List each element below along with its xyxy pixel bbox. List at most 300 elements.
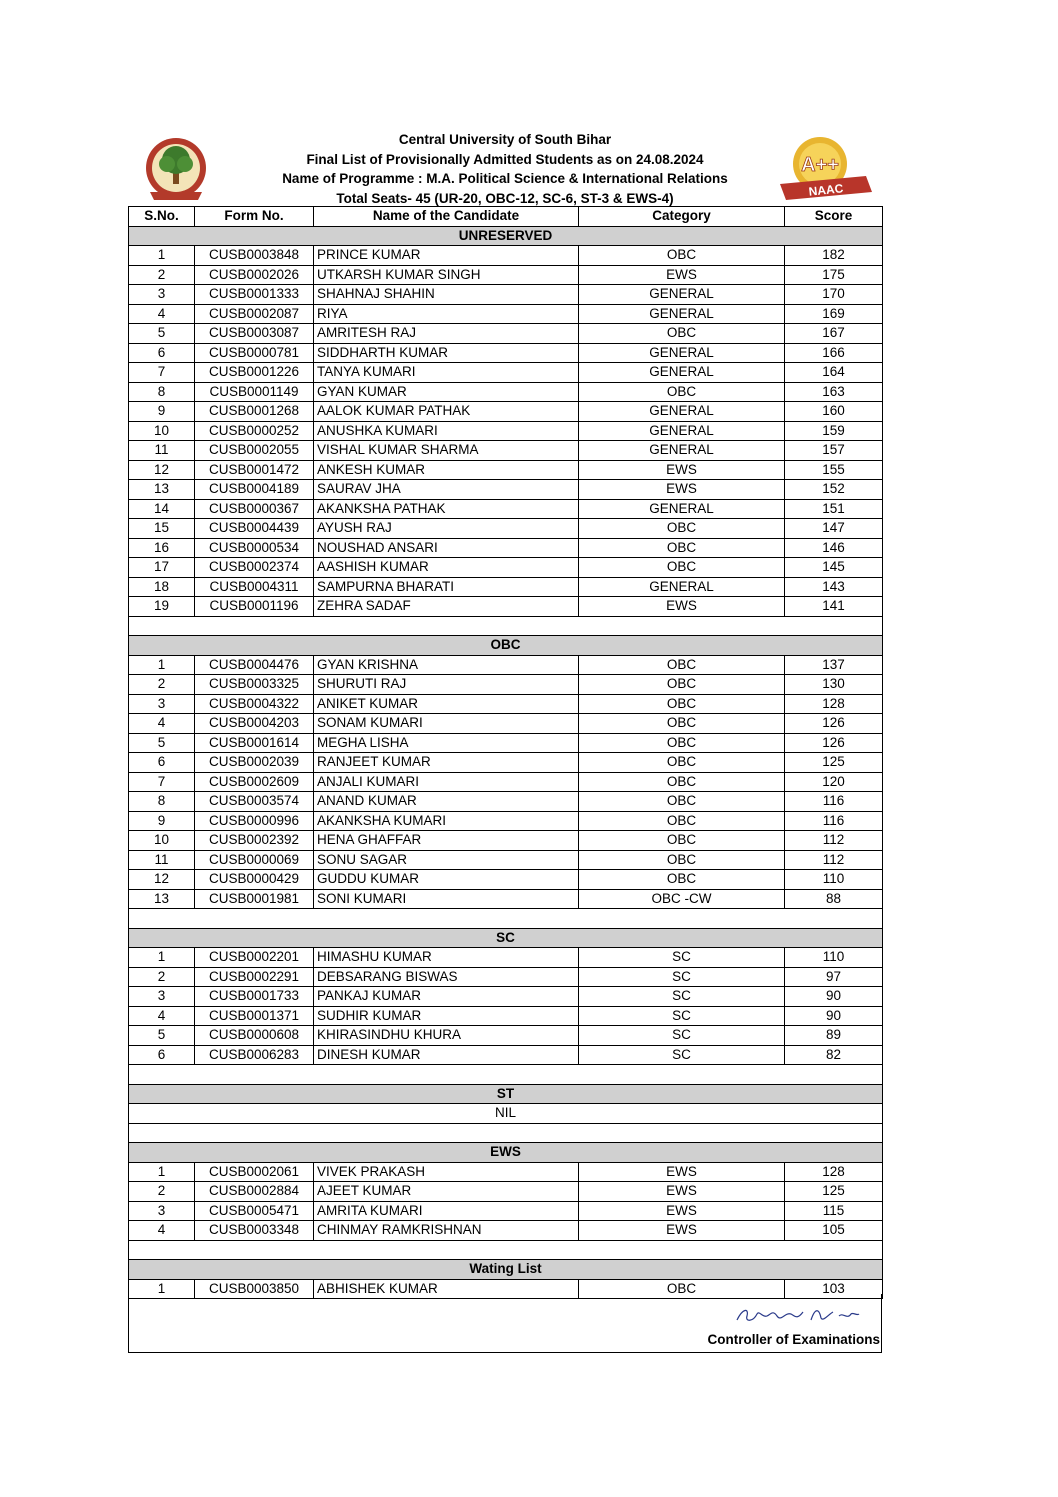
row-name: SUDHIR KUMAR [314,1006,579,1026]
row-sno: 13 [129,480,195,500]
row-score: 130 [785,675,883,695]
table-row [129,948,883,968]
row-name: NOUSHAD ANSARI [314,538,579,558]
col-sno: S.No. [129,207,195,227]
row-category: OBC [579,772,785,792]
row-form-no: CUSB0002392 [195,831,314,851]
row-category: SC [579,987,785,1007]
row-score: 110 [785,870,883,890]
table-row [129,441,883,461]
row-name: PRINCE KUMAR [314,246,579,266]
row-name: ANAND KUMAR [314,792,579,812]
row-category: EWS [579,1162,785,1182]
row-sno: 4 [129,714,195,734]
row-score: 128 [785,1162,883,1182]
row-score: 163 [785,382,883,402]
row-score: 143 [785,577,883,597]
table-row [129,655,883,675]
row-name: SAMPURNA BHARATI [314,577,579,597]
row-name: AMRITESH RAJ [314,324,579,344]
spacer-cell [129,909,883,929]
spacer-cell [129,616,883,636]
table-row [129,1201,883,1221]
row-form-no: CUSB0002609 [195,772,314,792]
signature-block [128,1294,882,1353]
spacer-row [129,1240,883,1260]
university-logo-icon [140,136,212,204]
row-name: PANKAJ KUMAR [314,987,579,1007]
row-form-no: CUSB0001196 [195,597,314,617]
table-row [129,304,883,324]
row-name: ABHISHEK KUMAR [314,1279,579,1299]
controller-designation: Controller of Examinations [707,1332,880,1347]
signature-image [733,1302,863,1328]
row-form-no: CUSB0004203 [195,714,314,734]
row-score: 126 [785,733,883,753]
section-title: Wating List [129,1260,883,1280]
row-sno: 5 [129,733,195,753]
table-row [129,382,883,402]
row-score: 112 [785,850,883,870]
row-category: OBC [579,1279,785,1299]
table-row [129,285,883,305]
row-form-no: CUSB0004322 [195,694,314,714]
row-category: OBC -CW [579,889,785,909]
row-category: GENERAL [579,285,785,305]
row-score: 88 [785,889,883,909]
row-score: 105 [785,1221,883,1241]
row-score: 110 [785,948,883,968]
row-category: GENERAL [579,363,785,383]
row-category: OBC [579,558,785,578]
row-form-no: CUSB0002087 [195,304,314,324]
spacer-row [129,616,883,636]
row-form-no: CUSB0000996 [195,811,314,831]
row-sno: 1 [129,1279,195,1299]
row-sno: 19 [129,597,195,617]
row-category: SC [579,1026,785,1046]
row-sno: 11 [129,441,195,461]
row-sno: 5 [129,324,195,344]
section-title: EWS [129,1143,883,1163]
row-sno: 2 [129,967,195,987]
row-form-no: CUSB0002884 [195,1182,314,1202]
table-row [129,460,883,480]
table-row [129,714,883,734]
row-name: AMRITA KUMARI [314,1201,579,1221]
col-score: Score [785,207,883,227]
row-sno: 1 [129,1162,195,1182]
row-name: GYAN KRISHNA [314,655,579,675]
row-score: 182 [785,246,883,266]
table-row [129,324,883,344]
row-name: AASHISH KUMAR [314,558,579,578]
row-category: GENERAL [579,577,785,597]
row-score: 116 [785,811,883,831]
row-name: HENA GHAFFAR [314,831,579,851]
row-form-no: CUSB0001333 [195,285,314,305]
table-row [129,343,883,363]
row-score: 97 [785,967,883,987]
row-sno: 18 [129,577,195,597]
row-form-no: CUSB0002201 [195,948,314,968]
table-row [129,850,883,870]
table-row [129,1182,883,1202]
row-name: GYAN KUMAR [314,382,579,402]
row-category: OBC [579,792,785,812]
row-name: ANJALI KUMARI [314,772,579,792]
row-category: EWS [579,265,785,285]
spacer-cell [129,1240,883,1260]
row-score: 164 [785,363,883,383]
row-form-no: CUSB0001149 [195,382,314,402]
table-row [129,363,883,383]
section-header-row [129,226,883,246]
row-form-no: CUSB0000534 [195,538,314,558]
row-name: UTKARSH KUMAR SINGH [314,265,579,285]
row-name: AKANKSHA KUMARI [314,811,579,831]
row-category: OBC [579,382,785,402]
row-sno: 3 [129,987,195,1007]
nil-row [129,1104,883,1124]
document-header [128,130,882,206]
row-form-no: CUSB0006283 [195,1045,314,1065]
row-score: 151 [785,499,883,519]
row-sno: 4 [129,1221,195,1241]
row-name: HIMASHU KUMAR [314,948,579,968]
row-score: 141 [785,597,883,617]
section-title: OBC [129,636,883,656]
section-header-row [129,1143,883,1163]
table-row [129,421,883,441]
row-form-no: CUSB0003087 [195,324,314,344]
row-score: 169 [785,304,883,324]
row-category: GENERAL [579,421,785,441]
row-category: GENERAL [579,343,785,363]
row-category: OBC [579,753,785,773]
table-row [129,733,883,753]
row-name: VIVEK PRAKASH [314,1162,579,1182]
row-score: 89 [785,1026,883,1046]
row-form-no: CUSB0003850 [195,1279,314,1299]
table-row [129,1045,883,1065]
section-header-row [129,928,883,948]
row-score: 155 [785,460,883,480]
row-score: 166 [785,343,883,363]
row-form-no: CUSB0001733 [195,987,314,1007]
row-category: OBC [579,714,785,734]
row-name: AKANKSHA PATHAK [314,499,579,519]
row-score: 120 [785,772,883,792]
row-sno: 7 [129,772,195,792]
row-form-no: CUSB0004189 [195,480,314,500]
row-category: OBC [579,811,785,831]
row-name: RANJEET KUMAR [314,753,579,773]
row-score: 112 [785,831,883,851]
row-form-no: CUSB0003574 [195,792,314,812]
row-name: RIYA [314,304,579,324]
row-score: 160 [785,402,883,422]
row-name: SONAM KUMARI [314,714,579,734]
spacer-cell [129,1065,883,1085]
row-category: EWS [579,597,785,617]
row-name: SHAHNAJ SHAHIN [314,285,579,305]
row-category: EWS [579,1201,785,1221]
table-row [129,597,883,617]
table-row [129,402,883,422]
row-sno: 16 [129,538,195,558]
table-row [129,265,883,285]
row-form-no: CUSB0000252 [195,421,314,441]
naac-grade: A++ [801,154,839,176]
section-header-row [129,1260,883,1280]
row-category: EWS [579,460,785,480]
row-sno: 4 [129,1006,195,1026]
row-form-no: CUSB0000429 [195,870,314,890]
row-name: ANIKET KUMAR [314,694,579,714]
naac-label: NAAC [808,181,844,199]
row-sno: 3 [129,694,195,714]
row-category: OBC [579,831,785,851]
row-name: DINESH KUMAR [314,1045,579,1065]
table-row [129,831,883,851]
row-name: ZEHRA SADAF [314,597,579,617]
row-form-no: CUSB0001371 [195,1006,314,1026]
row-form-no: CUSB0002026 [195,265,314,285]
row-category: GENERAL [579,402,785,422]
row-score: 152 [785,480,883,500]
row-category: OBC [579,324,785,344]
row-score: 82 [785,1045,883,1065]
row-form-no: CUSB0001472 [195,460,314,480]
row-sno: 12 [129,460,195,480]
row-sno: 9 [129,811,195,831]
table-row [129,519,883,539]
row-name: TANYA KUMARI [314,363,579,383]
table-row [129,694,883,714]
row-sno: 1 [129,655,195,675]
table-header-row [129,207,883,227]
row-sno: 14 [129,499,195,519]
col-name: Name of the Candidate [314,207,579,227]
col-form-no: Form No. [195,207,314,227]
row-name: ANUSHKA KUMARI [314,421,579,441]
row-score: 167 [785,324,883,344]
row-name: SAURAV JHA [314,480,579,500]
row-sno: 2 [129,675,195,695]
row-form-no: CUSB0000069 [195,850,314,870]
row-sno: 6 [129,753,195,773]
section-title: ST [129,1084,883,1104]
table-row [129,753,883,773]
table-row [129,538,883,558]
row-score: 90 [785,987,883,1007]
row-score: 90 [785,1006,883,1026]
spacer-row [129,909,883,929]
row-name: GUDDU KUMAR [314,870,579,890]
row-sno: 3 [129,1201,195,1221]
row-category: SC [579,1045,785,1065]
table-row [129,1026,883,1046]
row-sno: 5 [129,1026,195,1046]
row-name: DEBSARANG BISWAS [314,967,579,987]
table-row [129,1221,883,1241]
row-score: 115 [785,1201,883,1221]
row-sno: 11 [129,850,195,870]
row-score: 170 [785,285,883,305]
row-form-no: CUSB0001981 [195,889,314,909]
row-form-no: CUSB0000608 [195,1026,314,1046]
row-sno: 4 [129,304,195,324]
table-body [129,226,883,1299]
row-name: SONU SAGAR [314,850,579,870]
naac-logo-icon [774,134,874,206]
section-title: SC [129,928,883,948]
table-row [129,1006,883,1026]
row-score: 175 [785,265,883,285]
row-name: AALOK KUMAR PATHAK [314,402,579,422]
table-row [129,480,883,500]
row-score: 128 [785,694,883,714]
row-form-no: CUSB0003848 [195,246,314,266]
row-score: 159 [785,421,883,441]
row-category: EWS [579,1221,785,1241]
row-category: OBC [579,655,785,675]
table-row [129,246,883,266]
row-category: OBC [579,870,785,890]
row-sno: 3 [129,285,195,305]
row-category: OBC [579,733,785,753]
spacer-row [129,1123,883,1143]
total-seats: Total Seats- 45 (UR-20, OBC-12, SC-6, ST-3 & EWS-4) [336,190,674,206]
row-form-no: CUSB0001226 [195,363,314,383]
row-sno: 1 [129,246,195,266]
row-name: MEGHA LISHA [314,733,579,753]
row-score: 146 [785,538,883,558]
row-form-no: CUSB0002291 [195,967,314,987]
admission-table [128,206,883,1299]
row-form-no: CUSB0000367 [195,499,314,519]
row-category: EWS [579,480,785,500]
row-category: OBC [579,538,785,558]
row-sno: 6 [129,1045,195,1065]
row-sno: 2 [129,1182,195,1202]
table-row [129,792,883,812]
row-form-no: CUSB0001268 [195,402,314,422]
row-category: GENERAL [579,499,785,519]
row-form-no: CUSB0002061 [195,1162,314,1182]
row-score: 147 [785,519,883,539]
row-sno: 13 [129,889,195,909]
row-score: 116 [785,792,883,812]
row-form-no: CUSB0003348 [195,1221,314,1241]
row-category: SC [579,948,785,968]
row-category: OBC [579,675,785,695]
row-form-no: CUSB0005471 [195,1201,314,1221]
row-category: OBC [579,246,785,266]
row-sno: 9 [129,402,195,422]
table-row [129,889,883,909]
table-row [129,558,883,578]
list-title: Final List of Provisionally Admitted Students as on 24.08.2024 [306,151,704,167]
university-name: Central University of South Bihar [398,132,612,147]
row-category: EWS [579,1182,785,1202]
row-sno: 8 [129,382,195,402]
table-row [129,675,883,695]
spacer-cell [129,1123,883,1143]
table-row [129,1162,883,1182]
table-row [129,987,883,1007]
row-name: AYUSH RAJ [314,519,579,539]
spacer-row [129,1065,883,1085]
row-name: VISHAL KUMAR SHARMA [314,441,579,461]
row-name: AJEET KUMAR [314,1182,579,1202]
section-header-row [129,636,883,656]
row-name: ANKESH KUMAR [314,460,579,480]
row-score: 125 [785,753,883,773]
nil-text: NIL [129,1104,883,1124]
table-row [129,577,883,597]
table-row [129,870,883,890]
row-score: 125 [785,1182,883,1202]
row-sno: 15 [129,519,195,539]
row-form-no: CUSB0004439 [195,519,314,539]
col-category: Category [579,207,785,227]
row-category: GENERAL [579,441,785,461]
row-score: 157 [785,441,883,461]
row-form-no: CUSB0002374 [195,558,314,578]
row-category: GENERAL [579,304,785,324]
row-name: SIDDHARTH KUMAR [314,343,579,363]
row-category: SC [579,1006,785,1026]
section-title: UNRESERVED [129,226,883,246]
row-form-no: CUSB0002055 [195,441,314,461]
row-name: CHINMAY RAMKRISHNAN [314,1221,579,1241]
row-name: SHURUTI RAJ [314,675,579,695]
row-form-no: CUSB0002039 [195,753,314,773]
row-sno: 17 [129,558,195,578]
row-sno: 1 [129,948,195,968]
row-category: OBC [579,850,785,870]
row-score: 126 [785,714,883,734]
row-category: OBC [579,519,785,539]
section-header-row [129,1084,883,1104]
row-sno: 12 [129,870,195,890]
row-category: OBC [579,694,785,714]
row-form-no: CUSB0000781 [195,343,314,363]
programme-name: Name of Programme : M.A. Political Science & International Relations [282,171,728,186]
table-row [129,811,883,831]
row-sno: 10 [129,831,195,851]
row-sno: 7 [129,363,195,383]
row-sno: 6 [129,343,195,363]
row-name: KHIRASINDHU KHURA [314,1026,579,1046]
row-sno: 2 [129,265,195,285]
table-row [129,967,883,987]
row-score: 137 [785,655,883,675]
row-form-no: CUSB0004476 [195,655,314,675]
row-score: 103 [785,1279,883,1299]
row-form-no: CUSB0001614 [195,733,314,753]
table-row [129,499,883,519]
row-score: 145 [785,558,883,578]
row-category: SC [579,967,785,987]
row-sno: 8 [129,792,195,812]
row-name: SONI KUMARI [314,889,579,909]
table-row [129,772,883,792]
row-sno: 10 [129,421,195,441]
row-form-no: CUSB0003325 [195,675,314,695]
